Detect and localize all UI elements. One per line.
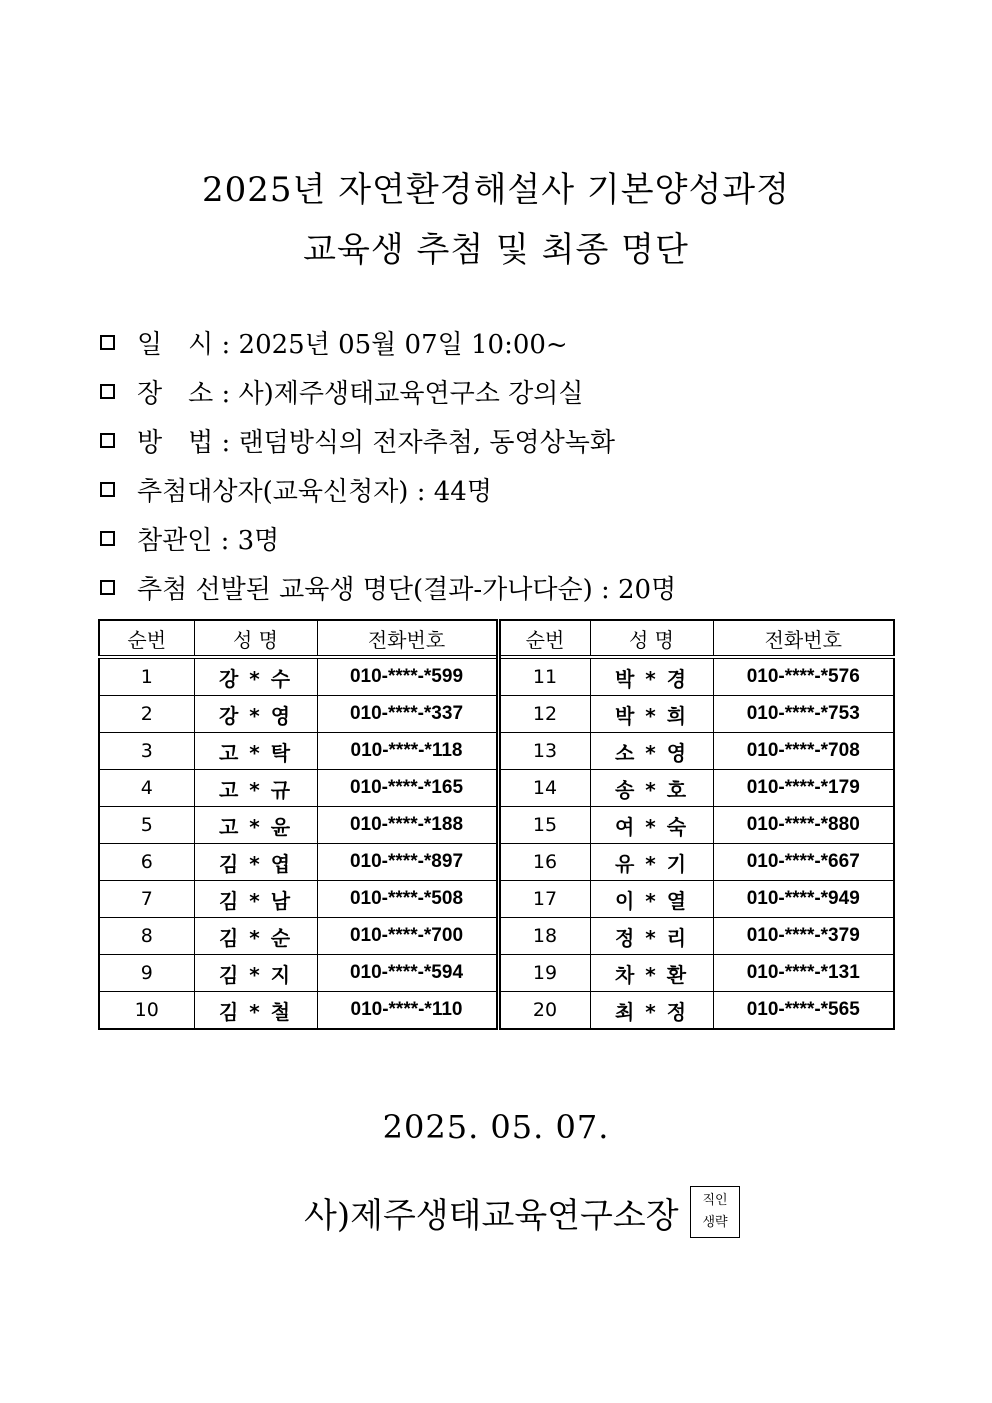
checkbox-bullet-icon xyxy=(100,335,115,350)
cell-name: 이 * 열 xyxy=(590,881,713,918)
info-item-method xyxy=(98,416,676,465)
cell-phone: 010-****-*188 xyxy=(317,807,498,844)
cell-name: 강 * 영 xyxy=(194,696,317,733)
cell-phone: 010-****-*667 xyxy=(713,844,894,881)
cell-name: 김 * 남 xyxy=(194,881,317,918)
cell-phone: 010-****-*708 xyxy=(713,733,894,770)
cell-name: 차 * 환 xyxy=(590,955,713,992)
document-date: 2025. 05. 07. xyxy=(382,1108,610,1146)
info-item-applicants xyxy=(98,465,676,514)
cell-name: 김 * 지 xyxy=(194,955,317,992)
cell-seq: 8 xyxy=(99,918,194,955)
table-row xyxy=(99,770,894,807)
cell-seq: 18 xyxy=(498,918,590,955)
cell-seq: 7 xyxy=(99,881,194,918)
seal-omitted-stamp xyxy=(690,1186,740,1238)
cell-seq: 11 xyxy=(498,657,590,696)
info-text: 추첨대상자(교육신청자) : 44명 xyxy=(137,477,492,507)
cell-seq: 10 xyxy=(99,992,194,1030)
cell-seq: 9 xyxy=(99,955,194,992)
cell-seq: 15 xyxy=(498,807,590,844)
checkbox-bullet-icon xyxy=(100,482,115,497)
cell-phone: 010-****-*565 xyxy=(713,992,894,1030)
info-item-observers xyxy=(98,514,676,563)
cell-name: 최 * 정 xyxy=(590,992,713,1030)
cell-seq: 16 xyxy=(498,844,590,881)
table-row xyxy=(99,918,894,955)
cell-name: 김 * 순 xyxy=(194,918,317,955)
cell-seq: 4 xyxy=(99,770,194,807)
cell-phone: 010-****-*753 xyxy=(713,696,894,733)
table-row xyxy=(99,657,894,696)
cell-phone: 010-****-*110 xyxy=(317,992,498,1030)
seal-text-line2: 생략 xyxy=(702,1215,728,1230)
cell-phone: 010-****-*337 xyxy=(317,696,498,733)
cell-seq: 14 xyxy=(498,770,590,807)
table-header-row xyxy=(99,620,894,657)
cell-seq: 5 xyxy=(99,807,194,844)
cell-seq: 3 xyxy=(99,733,194,770)
info-text: 참관인 : 3명 xyxy=(137,526,280,556)
info-text: 일 시 : 2025년 05월 07일 10:00~ xyxy=(137,330,568,360)
cell-phone: 010-****-*599 xyxy=(317,657,498,696)
info-text: 추첨 선발된 교육생 명단(결과-가나다순) : 20명 xyxy=(137,575,677,605)
header-seq: 순번 xyxy=(498,620,590,657)
cell-name: 정 * 리 xyxy=(590,918,713,955)
cell-seq: 19 xyxy=(498,955,590,992)
checkbox-bullet-icon xyxy=(100,384,115,399)
cell-name: 송 * 호 xyxy=(590,770,713,807)
cell-name: 고 * 규 xyxy=(194,770,317,807)
header-name: 성 명 xyxy=(590,620,713,657)
cell-name: 박 * 희 xyxy=(590,696,713,733)
signer-name: 사)제주생태교육연구소장 xyxy=(304,1196,679,1236)
info-item-place xyxy=(98,367,676,416)
checkbox-bullet-icon xyxy=(100,580,115,595)
table-row xyxy=(99,992,894,1030)
cell-phone: 010-****-*179 xyxy=(713,770,894,807)
info-item-date xyxy=(98,318,676,367)
cell-phone: 010-****-*131 xyxy=(713,955,894,992)
checkbox-bullet-icon xyxy=(100,433,115,448)
cell-name: 유 * 기 xyxy=(590,844,713,881)
cell-seq: 12 xyxy=(498,696,590,733)
cell-name: 강 * 수 xyxy=(194,657,317,696)
cell-phone: 010-****-*576 xyxy=(713,657,894,696)
table-row xyxy=(99,881,894,918)
cell-name: 고 * 탁 xyxy=(194,733,317,770)
cell-name: 고 * 윤 xyxy=(194,807,317,844)
header-phone: 전화번호 xyxy=(317,620,498,657)
cell-phone: 010-****-*897 xyxy=(317,844,498,881)
cell-phone: 010-****-*165 xyxy=(317,770,498,807)
cell-seq: 17 xyxy=(498,881,590,918)
cell-name: 박 * 경 xyxy=(590,657,713,696)
info-text: 장 소 : 사)제주생태교육연구소 강의실 xyxy=(137,379,584,409)
table-row xyxy=(99,807,894,844)
cell-name: 김 * 철 xyxy=(194,992,317,1030)
table-row xyxy=(99,955,894,992)
seal-text-line1: 직인 xyxy=(702,1193,728,1208)
document-subtitle: 교육생 추첨 및 최종 명단 xyxy=(303,230,689,270)
info-item-selected xyxy=(98,563,676,612)
info-list xyxy=(98,318,676,612)
cell-phone: 010-****-*118 xyxy=(317,733,498,770)
cell-phone: 010-****-*700 xyxy=(317,918,498,955)
table-row xyxy=(99,733,894,770)
cell-name: 김 * 엽 xyxy=(194,844,317,881)
cell-phone: 010-****-*379 xyxy=(713,918,894,955)
roster-table xyxy=(98,619,895,1030)
cell-seq: 2 xyxy=(99,696,194,733)
header-phone: 전화번호 xyxy=(713,620,894,657)
cell-phone: 010-****-*594 xyxy=(317,955,498,992)
header-name: 성 명 xyxy=(194,620,317,657)
checkbox-bullet-icon xyxy=(100,531,115,546)
cell-name: 소 * 영 xyxy=(590,733,713,770)
cell-seq: 20 xyxy=(498,992,590,1030)
table-row xyxy=(99,696,894,733)
table-row xyxy=(99,844,894,881)
cell-phone: 010-****-*508 xyxy=(317,881,498,918)
document-title: 2025년 자연환경해설사 기본양성과정 xyxy=(202,170,790,210)
cell-seq: 6 xyxy=(99,844,194,881)
cell-phone: 010-****-*880 xyxy=(713,807,894,844)
info-text: 방 법 : 랜덤방식의 전자추첨, 동영상녹화 xyxy=(137,428,615,458)
cell-phone: 010-****-*949 xyxy=(713,881,894,918)
header-seq: 순번 xyxy=(99,620,194,657)
cell-seq: 1 xyxy=(99,657,194,696)
cell-seq: 13 xyxy=(498,733,590,770)
cell-name: 여 * 숙 xyxy=(590,807,713,844)
